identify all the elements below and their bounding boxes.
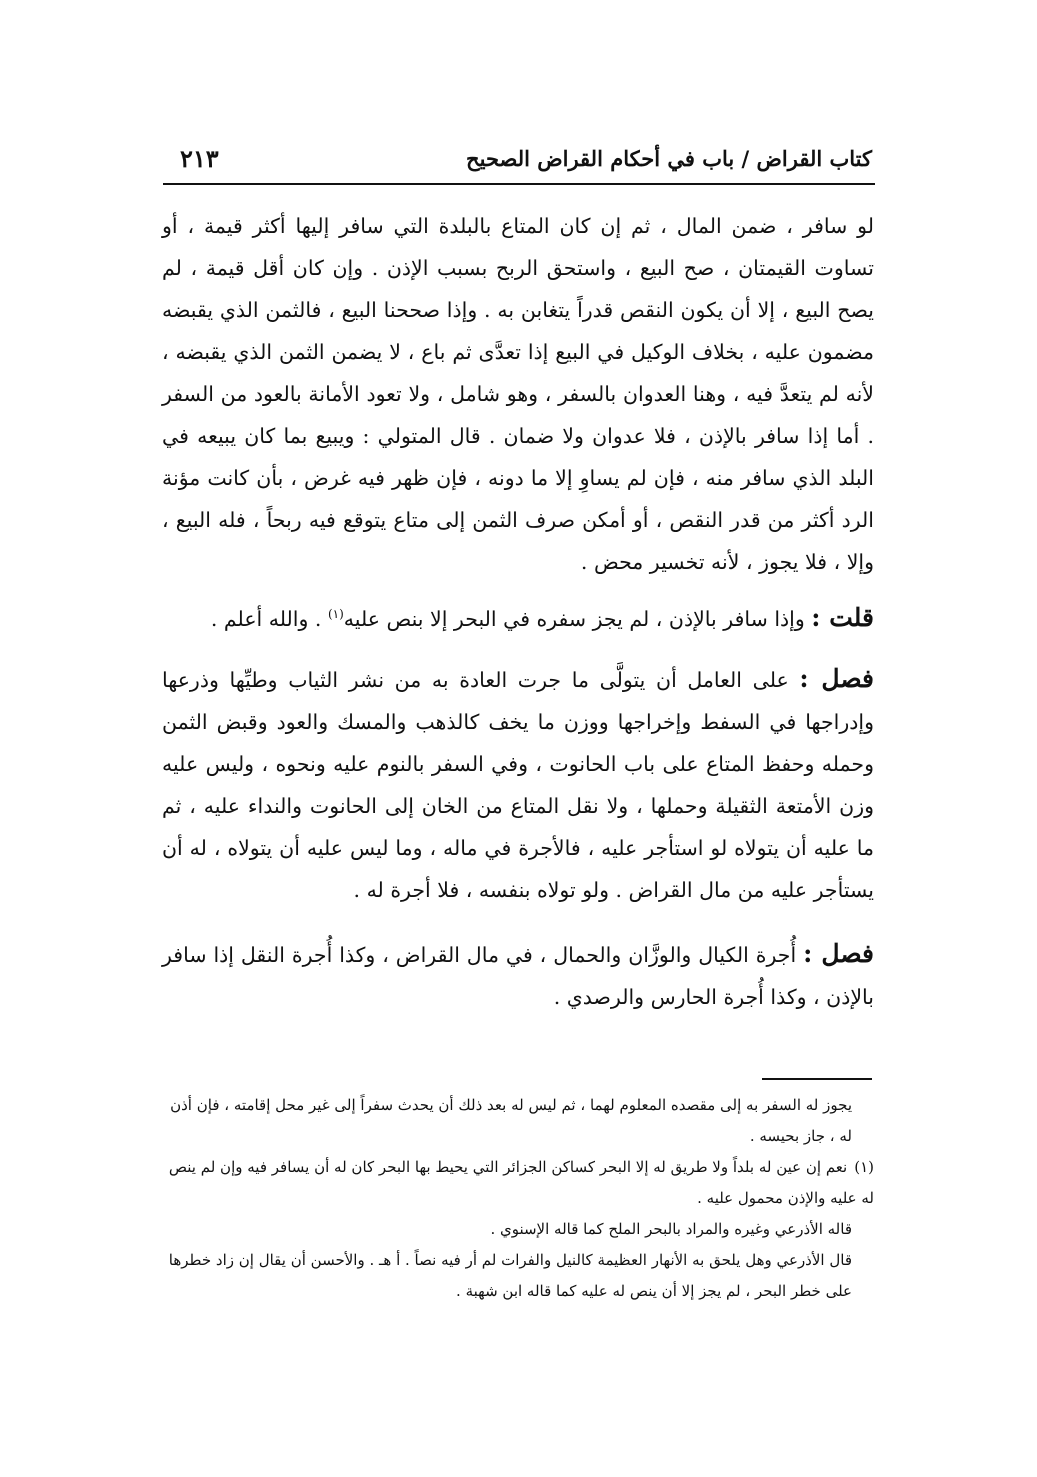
footnote-1-line-1: نعم إن عين له بلداً ولا طريق له إلا البحر كساكن الجزائر التي يحيط بها البحر كان له أن يسافر فيه وإن لم ينص له عليه والإذن محمول عليه . xyxy=(168,1158,874,1207)
footnote-rule xyxy=(762,1078,872,1080)
body-text xyxy=(162,205,874,1018)
section-heading-fasl-1: فصل : xyxy=(799,663,874,693)
footnote-1 xyxy=(162,1152,874,1214)
paragraph-2 xyxy=(162,593,874,640)
running-title: كتاب القراض / باب في أحكام القراض الصحيح xyxy=(466,146,872,171)
footnote-1-line-2: قاله الأذرعي وغيره والمراد بالبحر الملح كما قاله الإسنوي . xyxy=(490,1220,852,1238)
paragraph-2-lead: قلت : xyxy=(811,602,874,632)
paragraph-3-text: على العامل أن يتولَّى ما جرت العادة به من نشر الثياب وطيِّها وذرعها وإدراجها في السفط وإخراجها ووزن ما يخف كالذهب والمسك والعود وقبض الثمن وحمله وحفظ المتاع على باب الحانوت ، وفي السفر بالنوم عليه ونحوه ، وليس عليه وزن الأمتعة الثقيلة وحملها ، ولا نقل المتاع من الخان إلى الحانوت والنداء عليه ، ثم ما عليه أن يتولاه لو استأجر عليه ، فالأجرة في ماله ، وما ليس عليه أن يتولاه ، له أن يستأجر عليه من مال القراض . ولو تولاه بنفسه ، فلا أجرة له . xyxy=(162,667,874,902)
header-rule xyxy=(163,183,875,185)
page-number: ٢١٣ xyxy=(180,144,219,173)
footnote-ref-1: (١) xyxy=(327,607,344,621)
footnote-continuation: يجوز له السفر به إلى مقصده المعلوم لهما ، ثم ليس له بعد ذلك أن يحدث سفراً إلى غير محل إقامته ، فإن أذن له ، جاز بحيسه . xyxy=(170,1096,852,1145)
paragraph-2-text: وإذا سافر بالإذن ، لم يجز سفره في البحر إلا بنص عليه xyxy=(343,606,805,631)
paragraph-1: لو سافر ، ضمن المال ، ثم إن كان المتاع بالبلدة التي سافر إليها أكثر قيمة ، أو تساوت القيمتان ، صح البيع ، واستحق الربح بسبب الإذن . وإن كان أقل قيمة ، لم يصح البيع ، إلا أن يكون النقص قدراً يتغابن به . وإذا صححنا البيع ، فالثمن الذي يقبضه مضمون عليه ، بخلاف الوكيل في البيع إذا تعدَّى ثم باع ، لا يضمن الثمن الذي يقبضه ، لأنه لم يتعدَّ فيه ، وهنا العدوان بالسفر ، وهو شامل ، ولا تعود الأمانة بالعود من السفر . أما إذا سافر بالإذن ، فلا عدوان ولا ضمان . قال المتولي : ويبيع بما كان يبيعه في البلد الذي سافر منه ، فإن لم يساوِ إلا ما دونه ، فإن ظهر فيه غرض ، بأن كانت مؤنة الرد أكثر من قدر النقص ، أو أمكن صرف الثمن إلى متاع يتوقع فيه ربحاً ، فله البيع ، وإلا ، فلا يجوز ، لأنه تخسير محض . xyxy=(162,214,874,574)
page-header xyxy=(150,138,872,182)
paragraph-4-text: أُجرة الكيال والوزَّان والحمال ، في مال القراض ، وكذا أُجرة النقل إذا سافر بالإذن ، وكذا أُجرة الحارس والرصدي . xyxy=(162,942,874,1009)
footnotes xyxy=(162,1090,874,1307)
paragraph-4 xyxy=(162,933,874,1018)
footnote-1-mark: (١) xyxy=(854,1158,874,1176)
section-heading-fasl-2: فصل : xyxy=(803,938,874,968)
footnote-1-line-3: قال الأذرعي وهل يلحق به الأنهار العظيمة كالنيل والفرات لم أر فيه نصاً . أ هـ . والأحسن أن يقال إن زاد خطرها على خطر البحر ، لم يجز إلا أن ينص له عليه كما قاله ابن شهبة . xyxy=(168,1251,852,1300)
paragraph-2-end: . والله أعلم . xyxy=(210,606,322,631)
paragraph-3 xyxy=(162,658,874,911)
